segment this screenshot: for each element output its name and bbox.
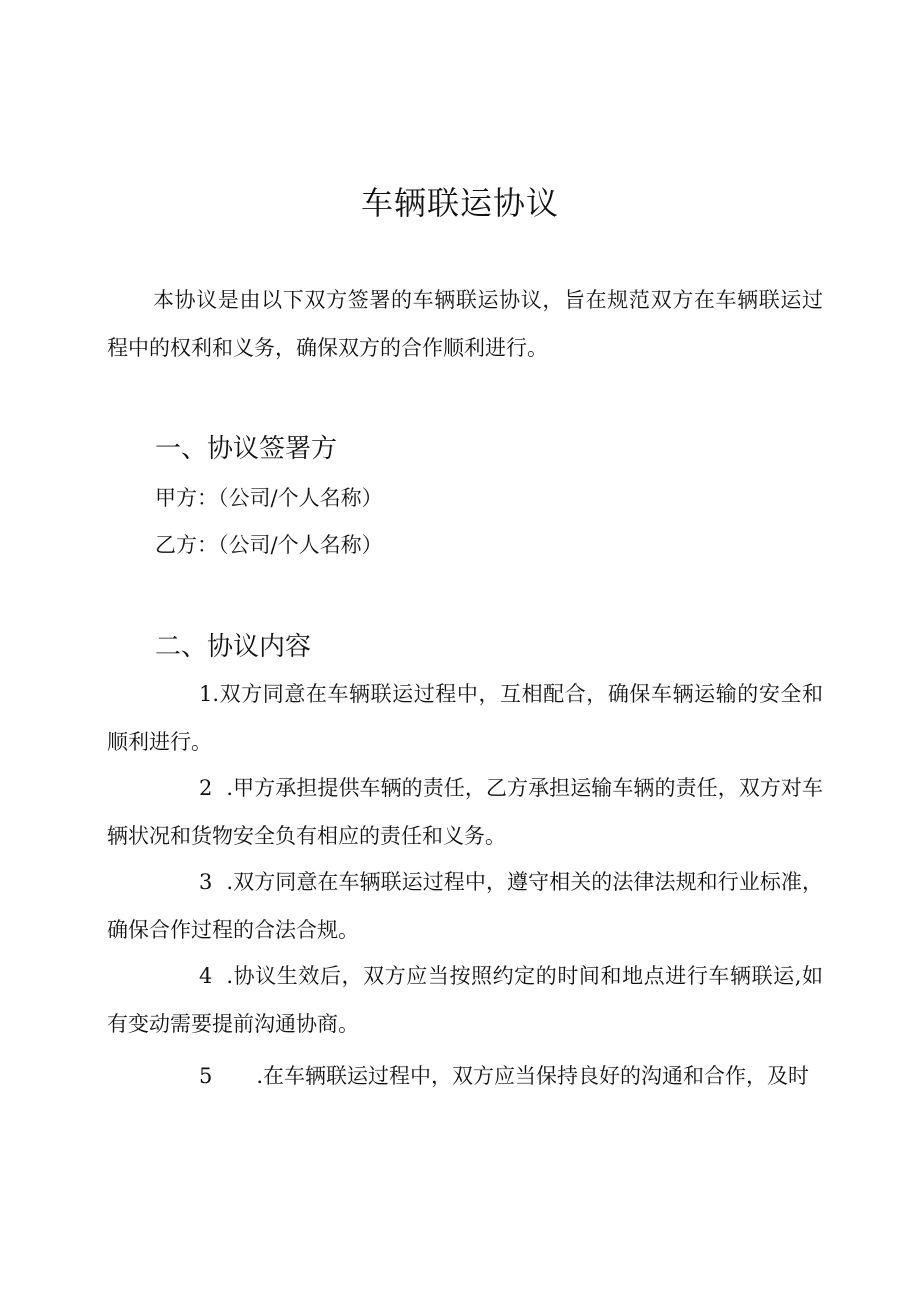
clause-text: .协议生效后，双方应当按照约定的时间和地点进行车辆联运,如有变动需要提前沟通协商。 (107, 964, 823, 1036)
clause-2 (107, 764, 823, 860)
clause-4 (107, 952, 823, 1048)
clause-text: .在车辆联运过程中，双方应当保持良好的沟通和合作，及时 (256, 1064, 810, 1088)
party-b-line: 乙方：（公司/个人名称） (155, 533, 383, 557)
clause-number: 3 (199, 870, 213, 894)
clause-text: .甲方承担提供车辆的责任，乙方承担运输车辆的责任，双方对车辆状况和货物安全负有相应的责任和义务。 (107, 776, 823, 848)
clause-number: 1 (199, 682, 213, 706)
document-title: 车辆联运协议 (360, 184, 559, 222)
clause-5 (107, 1052, 823, 1100)
clause-number: 4 (199, 964, 213, 988)
clause-text: .双方同意在车辆联运过程中，互相配合，确保车辆运输的安全和顺利进行。 (107, 682, 823, 754)
clause-1 (107, 670, 823, 766)
section-heading-parties: 一、协议签署方 (155, 434, 338, 464)
clause-number: 5 (199, 1064, 213, 1088)
section-heading-content: 二、协议内容 (155, 632, 312, 662)
clause-3 (107, 858, 823, 954)
intro-paragraph: 本协议是由以下双方签署的车辆联运协议，旨在规范双方在车辆联运过程中的权利和义务，确保双方的合作顺利进行。 (107, 288, 823, 360)
clause-text: .双方同意在车辆联运过程中，遵守相关的法律法规和行业标准，确保合作过程的合法合规。 (107, 870, 823, 942)
clause-number: 2 (199, 776, 213, 800)
party-a-line: 甲方：（公司/个人名称） (155, 486, 383, 510)
